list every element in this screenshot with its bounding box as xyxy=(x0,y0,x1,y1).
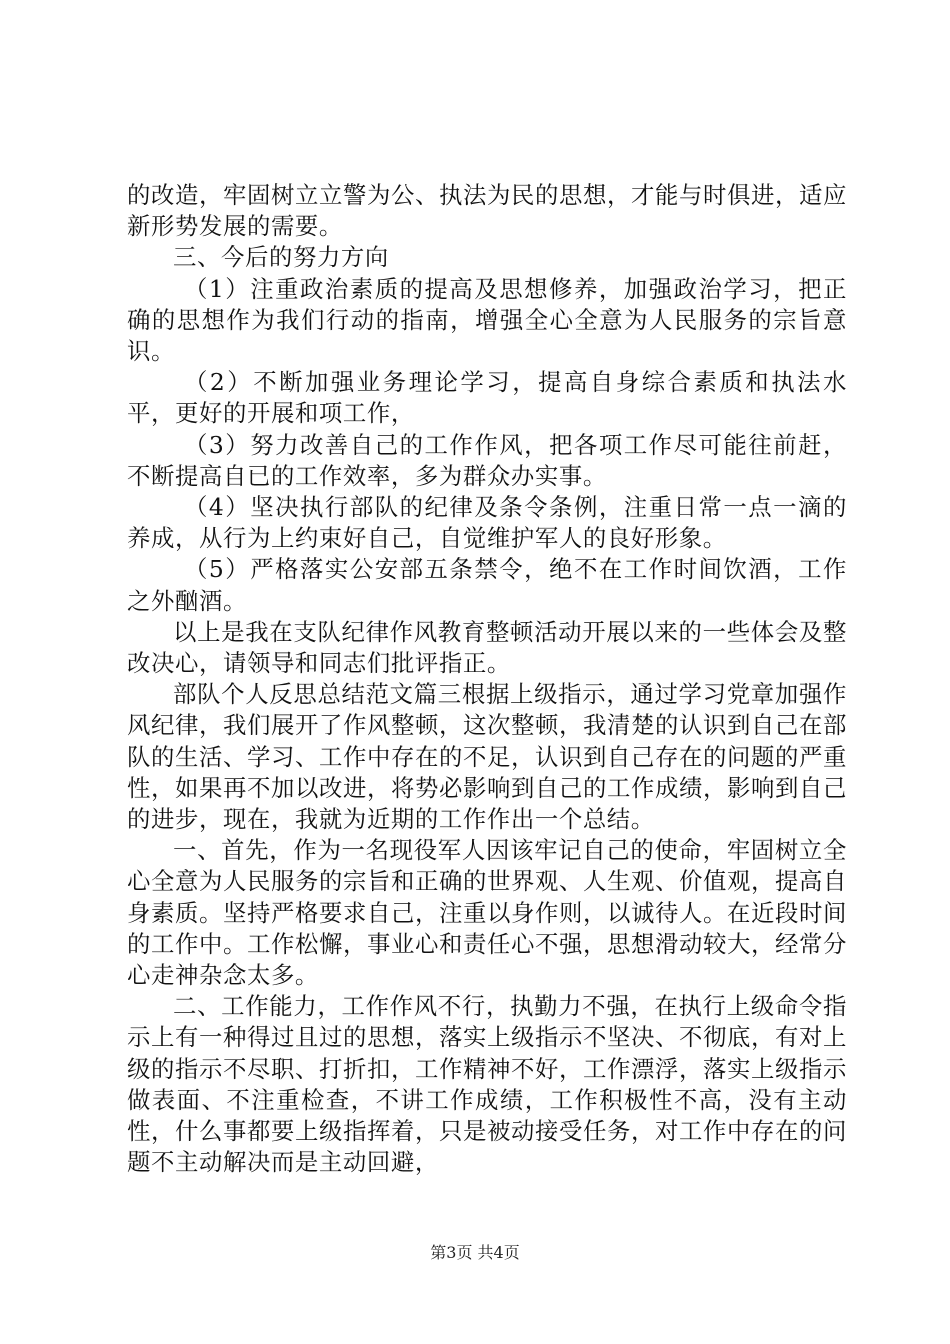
section-heading-future-direction: 三、今后的努力方向 xyxy=(173,243,389,272)
page-number-footer: 第3页 共4页 xyxy=(430,1243,520,1262)
paragraph-point-one: 一、首先，作为一名现役军人因该牢记自己的使命，牢固树立全心全意为人民服务的宗旨和正确的世界观、人生观、价值观，提高自身素质。坚持严格要求自己，注重以身作则，以诚待人。在近段时间的工作中。工作松懈，事业心和责任心不强，思想滑动较大，经常分心走神杂念太多。 xyxy=(127,836,847,990)
list-item-4: （4）坚决执行部队的纪律及条令条例，注重日常一点一滴的养成，从行为上约束好自己，自觉维护军人的良好形象。 xyxy=(127,493,847,553)
paragraph-conclusion: 以上是我在支队纪律作风教育整顿活动开展以来的一些体会及整改决心，请领导和同志们批评指正。 xyxy=(127,617,847,678)
list-item-5: （5）严格落实公安部五条禁令，绝不在工作时间饮酒，工作之外酗酒。 xyxy=(127,555,847,615)
list-item-1: （1）注重政治素质的提高及思想修养，加强政治学习，把正确的思想作为我们行动的指南，增强全心全意为人民服务的宗旨意识。 xyxy=(127,274,847,366)
list-item-2: （2）不断加强业务理论学习，提高自身综合素质和执法水平，更好的开展和项工作， xyxy=(127,368,847,428)
list-item-3: （3）努力改善自己的工作作风，把各项工作尽可能往前赶，不断提高自已的工作效率，多为群众办实事。 xyxy=(127,430,847,490)
paragraph-part-three-intro: 部队个人反思总结范文篇三根据上级指示，通过学习党章加强作风纪律，我们展开了作风整顿，这次整顿，我清楚的认识到自己在部队的生活、学习、工作中存在的不足，认识到自己存在的问题的严重性，如果再不加以改进，将势必影响到自己的工作成绩，影响到自己的进步，现在，我就为近期的工作作出一个总结。 xyxy=(127,680,847,834)
paragraph-1: 的改造，牢固树立立警为公、执法为民的思想，才能与时俱进，适应新形势发展的需要。 xyxy=(127,181,847,241)
document-body xyxy=(127,180,847,1179)
paragraph-point-two: 二、工作能力，工作作风不行，执勤力不强，在执行上级命令指示上有一种得过且过的思想，落实上级指示不坚决、不彻底，有对上级的指示不尽职、打折扣，工作精神不好，工作漂浮，落实上级指示做表面、不注重检查，不讲工作成绩，工作积极性不高，没有主动性，什么事都要上级指挥着，只是被动接受任务，对工作中存在的问题不主动解决而是主动回避， xyxy=(127,992,847,1177)
